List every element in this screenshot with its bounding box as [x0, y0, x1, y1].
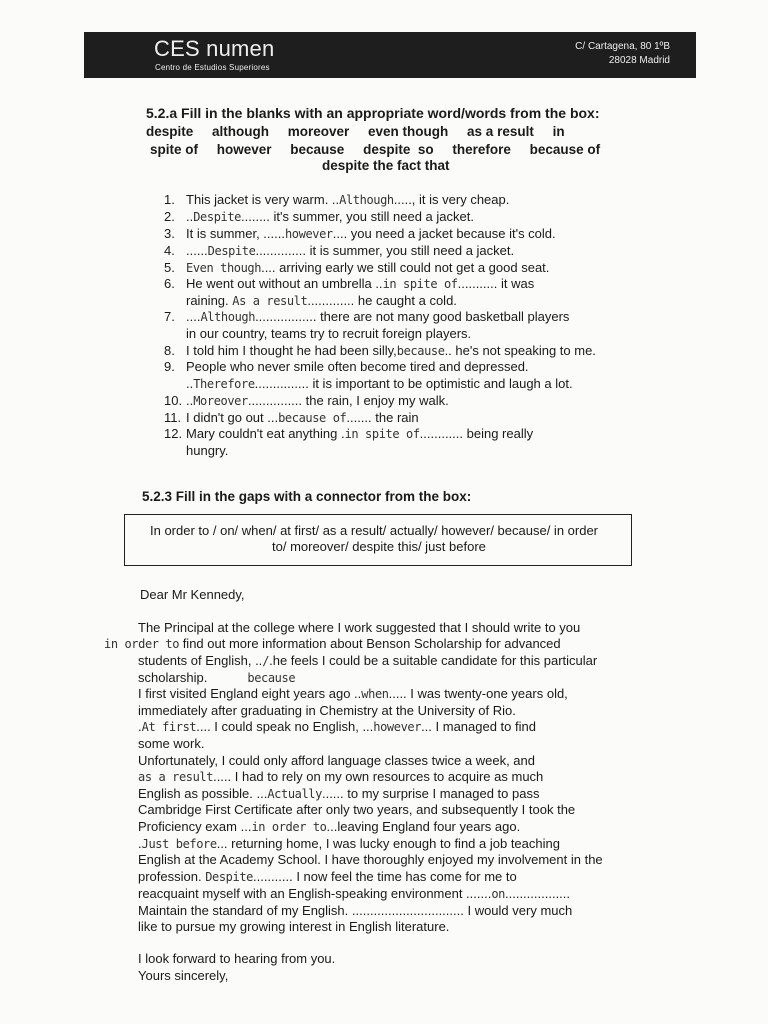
letter-text: students of English, .. — [138, 653, 263, 668]
item-text-before: .... — [186, 309, 201, 324]
letterhead-bar — [84, 32, 696, 78]
letter-text: ... returning home, I was lucky enough to find a job teaching — [216, 836, 560, 851]
handwritten-answer: / — [262, 654, 270, 668]
item-number: 5. — [164, 260, 175, 275]
handwritten-answer: As a result — [232, 294, 308, 308]
connector-box-line-2: to/ moreover/ despite this/ just before — [272, 539, 486, 554]
item-text-before: in our country, teams try to recruit foreign players. — [186, 326, 472, 341]
letter-text: ...... to my surprise I managed to pass — [321, 786, 540, 801]
item-text-after: .............. it is summer, you still need a jacket. — [255, 243, 515, 258]
item-text-after: .. he's not speaking to me. — [444, 343, 596, 358]
letter-text: Unfortunately, I could only afford language classes twice a week, and — [138, 753, 535, 768]
letter-text: ... I managed to find — [421, 719, 536, 734]
exercise-item — [164, 192, 509, 208]
item-text-before: I didn't go out ... — [186, 410, 279, 425]
letter-line — [138, 769, 543, 785]
letter-text: scholarship. — [138, 670, 208, 685]
letter-text: The Principal at the college where I work suggested that I should write to you — [138, 620, 581, 635]
letter-text: English at the Academy School. I have thoroughly enjoyed my involvement in the — [138, 852, 603, 867]
letter-text: ........... I now feel the time has come for me to — [252, 869, 517, 884]
item-text-before: hungry. — [186, 443, 229, 458]
handwritten-answer: Moreover — [193, 394, 248, 408]
item-text-before: This jacket is very warm. .. — [186, 192, 340, 207]
letter-line — [138, 736, 204, 752]
letter-text: immediately after graduating in Chemistry at the University of Rio. — [138, 703, 516, 718]
item-text-after: ....., it is very cheap. — [393, 192, 510, 207]
handwritten-answer: because — [396, 344, 445, 358]
handwritten-answer: Despite — [193, 210, 242, 224]
letter-line — [138, 919, 449, 935]
exercise-item — [164, 410, 419, 426]
handwritten-answer: Therefore — [193, 377, 255, 391]
item-number: 1. — [164, 192, 175, 207]
letter-line — [138, 786, 539, 802]
item-text-after: .... you need a jacket because it's cold. — [332, 226, 556, 241]
exercise-item — [164, 443, 228, 459]
exercise-item — [164, 309, 569, 325]
item-number: 2. — [164, 209, 175, 224]
handwritten-answer: Although — [200, 310, 256, 324]
item-number: 12. — [164, 426, 183, 441]
item-text-after: ............ being really — [419, 426, 534, 441]
letter-line — [138, 802, 575, 818]
address-line-2: 28028 Madrid — [608, 55, 670, 66]
section2-title: 5.2.3 Fill in the gaps with a connector from the box: — [142, 489, 472, 504]
letter-text: ...leaving England four years ago. — [326, 819, 521, 834]
brand-logo-text: CES numen — [154, 36, 275, 61]
letter-text: English as possible. ... — [138, 786, 268, 801]
letter-text: Cambridge First Certificate after only two years, and subsequently I took the — [138, 802, 576, 817]
item-text-before: I told him I thought he had been silly, — [186, 343, 397, 358]
letter-closing: I look forward to hearing from you. — [138, 951, 336, 966]
handwritten-answer: in order to — [251, 820, 327, 834]
brand-subtitle: Centro de Estudios Superiores — [155, 63, 270, 72]
handwritten-answer: in order to — [104, 637, 180, 651]
exercise-item — [164, 393, 449, 409]
letter-text: reacquaint myself with an English-speaking environment ....... — [138, 886, 492, 901]
letter-text: like to pursue my growing interest in English literature. — [138, 919, 450, 934]
exercise-item — [164, 359, 529, 375]
exercise-item — [164, 243, 514, 259]
letter-text: find out more information about Benson Scholarship for advanced — [179, 636, 561, 651]
word-box-line-2: spite of however because despite so therefore because of — [150, 142, 601, 157]
handwritten-answer: Even though — [186, 261, 262, 275]
address-block — [575, 40, 670, 68]
handwritten-answer: however — [284, 227, 333, 241]
letter-text: .... I could speak no English, ... — [196, 719, 374, 734]
letter-line — [104, 636, 561, 652]
item-number: 3. — [164, 226, 175, 241]
item-text-before: .. — [186, 209, 194, 224]
exercise-item — [164, 209, 474, 225]
letter-line — [138, 719, 536, 735]
handwritten-answer: in spite of — [344, 427, 420, 441]
letter-line — [138, 886, 570, 902]
letter-line — [138, 703, 516, 719]
letter-line — [138, 852, 603, 868]
letter-line — [138, 653, 597, 669]
letter-line — [138, 620, 580, 636]
item-text-before: .. — [186, 376, 194, 391]
handwritten-answer: Although — [339, 193, 394, 207]
item-text-before: He went out without an umbrella .. — [186, 276, 383, 291]
item-text-after: ................. there are not many good basketball players — [255, 309, 570, 324]
letter-line — [138, 836, 560, 852]
item-text-after: ............... it is important to be optimistic and laugh a lot. — [254, 376, 573, 391]
handwritten-answer: At first — [141, 720, 197, 734]
letter-greeting: Dear Mr Kennedy, — [140, 587, 245, 602]
item-text-before: Mary couldn't eat anything . — [186, 426, 345, 441]
letter-text: .he feels I could be a suitable candidate for this particular — [269, 653, 598, 668]
handwritten-answer: Despite — [205, 870, 253, 884]
handwritten-answer: when — [361, 687, 389, 701]
item-text-before: People who never smile often become tired and depressed. — [186, 359, 529, 374]
item-number: 7. — [164, 309, 175, 324]
item-text-after: ........... it was — [457, 276, 535, 291]
letter-text: profession. — [138, 869, 206, 884]
letter-line — [138, 686, 568, 702]
letter-text: Maintain the standard of my English. ............................... I would very much — [138, 903, 573, 918]
section1-title: 5.2.a Fill in the blanks with an appropriate word/words from the box: — [146, 105, 600, 121]
item-text-before: ...... — [186, 243, 208, 258]
address-line-1: C/ Cartagena, 80 1ºB — [575, 41, 670, 52]
item-number: 4. — [164, 243, 175, 258]
item-text-after: ........ it's summer, you still need a jacket. — [241, 209, 474, 224]
exercise-item — [164, 343, 596, 359]
letter-line — [138, 819, 520, 835]
word-box-line-1: despite although moreover even though as a result in — [146, 124, 565, 139]
item-number: 6. — [164, 276, 175, 291]
letter-text: Proficiency exam ... — [138, 819, 252, 834]
letter-line — [138, 869, 517, 885]
item-text-after: .... arriving early we still could not get a good seat. — [261, 260, 550, 275]
handwritten-answer: however — [373, 720, 422, 734]
item-number: 11. — [164, 410, 182, 425]
item-text-before: It is summer, ...... — [186, 226, 285, 241]
item-number: 9. — [164, 359, 175, 374]
letter-text: ..... I was twenty-one years old, — [388, 686, 568, 701]
handwritten-answer: Despite — [207, 244, 256, 258]
handwritten-answer: because — [247, 671, 296, 685]
item-number: 10. — [164, 393, 183, 408]
item-text-after: ............. he caught a cold. — [307, 293, 457, 308]
handwritten-answer: in spite of — [382, 277, 458, 291]
letter-line — [138, 903, 572, 919]
exercise-item — [164, 426, 533, 442]
item-text-before: raining. — [186, 293, 233, 308]
letter-text: . — [138, 836, 142, 851]
letter-text: .................. — [505, 886, 571, 901]
item-number: 8. — [164, 343, 175, 358]
letter-text: ..... I had to rely on my own resources to acquire as much — [213, 769, 544, 784]
handwritten-answer: on — [491, 887, 505, 901]
word-box-line-3: despite the fact that — [322, 158, 450, 173]
handwritten-answer: Actually — [267, 787, 322, 801]
letter-text: some work. — [138, 736, 205, 751]
letter-text: . — [138, 719, 142, 734]
handwritten-answer: as a result — [138, 770, 214, 784]
connector-box-line-1: In order to / on/ when/ at first/ as a result/ actually/ however/ because/ in order — [150, 523, 599, 538]
letter-line — [138, 670, 295, 686]
handwritten-answer: Just before — [141, 837, 217, 851]
exercise-item — [164, 276, 534, 292]
exercise-item — [164, 226, 556, 242]
item-text-after: ............... the rain, I enjoy my walk. — [247, 393, 449, 408]
exercise-item — [164, 260, 549, 276]
letter-line — [138, 753, 535, 769]
letter-text: I first visited England eight years ago .. — [138, 686, 362, 701]
exercise-item — [164, 376, 573, 392]
item-text-after: ....... the rain — [346, 410, 419, 425]
exercise-item — [164, 326, 471, 342]
handwritten-answer: because of — [278, 411, 347, 425]
exercise-item — [164, 293, 457, 309]
letter-signoff: Yours sincerely, — [138, 968, 229, 983]
item-text-before: .. — [186, 393, 194, 408]
